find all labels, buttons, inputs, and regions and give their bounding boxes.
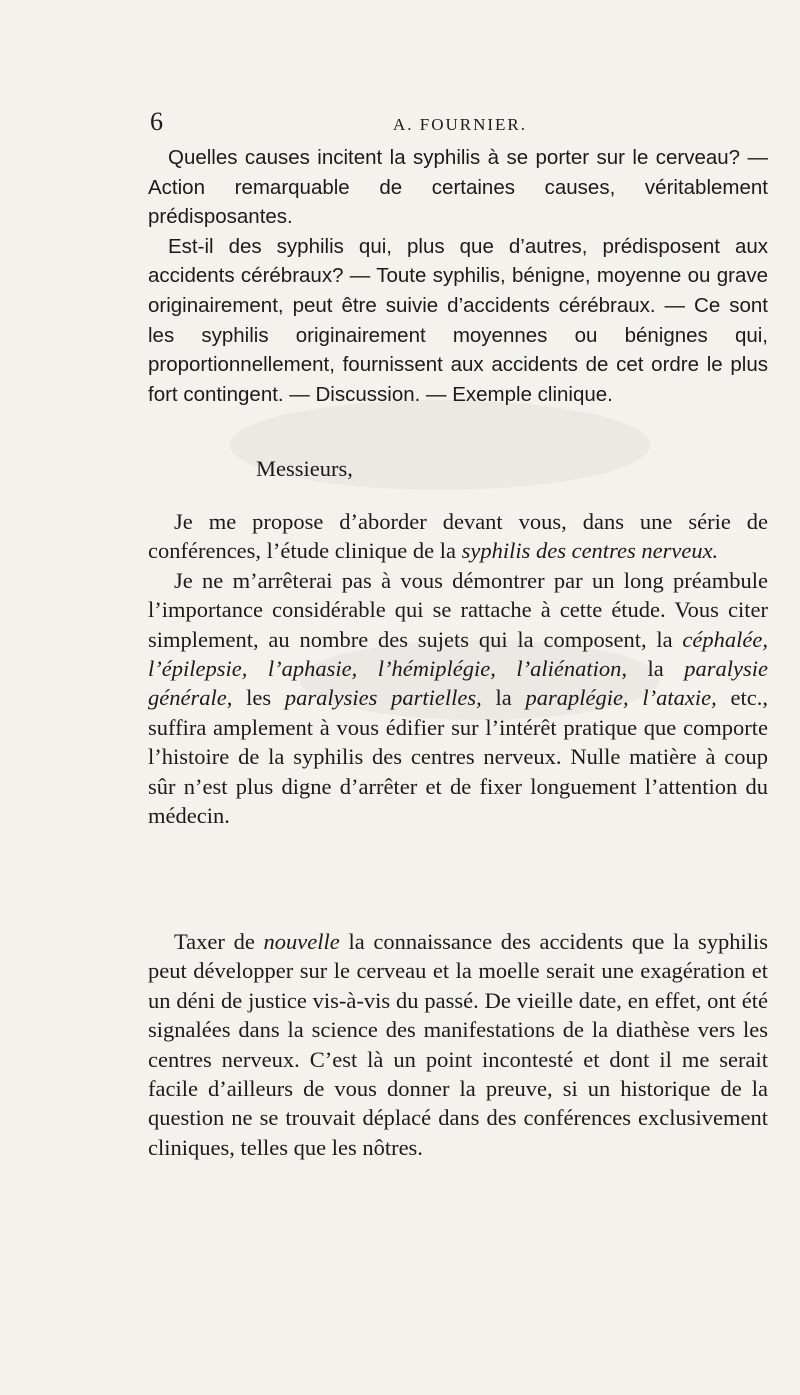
text-run: Taxer de: [174, 929, 264, 954]
emphasis: paralysies partielles,: [284, 685, 482, 711]
text-run: la: [481, 685, 526, 711]
page-header: [150, 108, 770, 136]
emphasis: l’hémiplégie,: [377, 656, 496, 682]
salutation: Messieurs,: [256, 456, 353, 481]
emphasis: nouvelle: [263, 929, 340, 954]
body-section-2: [148, 927, 768, 1162]
emphasis: l’épilepsie,: [148, 656, 248, 682]
body-section-1: [148, 507, 768, 830]
summary-paragraph: Quelles causes incitent la syphilis à se porter sur le cerveau? — Action remarquable de certaines causes, véritablement prédisposantes.: [148, 146, 768, 229]
emphasis: paraplégie,: [525, 685, 629, 711]
emphasis: l’aphasie,: [267, 656, 358, 682]
body-paragraph: [148, 566, 768, 831]
text-run: etc., suffira amplement à vous édifier sur l’intérêt pratique que comporte l’histoire de la syphilis des centres nerveux. Nulle matière à coup sûr n’est plus digne d’arrêter et de fixer longuement l’attention du médecin.: [148, 685, 768, 829]
page-number: 6: [150, 107, 163, 136]
text-run: la connaissance des accidents que la syphilis peut développer sur le cerveau et la moelle serait une exagération et un déni de justice vis-à-vis du passé. De vieille date, en effet, ont été signalées dans la science des manifestations de la diathèse vers les centres nerveux. C’est là un point incontesté et dont il me serait facile d’ailleurs de vous donner la preuve, si un historique de la question ne se trouvait déplacé dans des conférences exclusivement cliniques, telles que les nôtres.: [148, 929, 768, 1160]
text-run: les: [232, 685, 285, 711]
running-head: A. FOURNIER.: [392, 115, 528, 134]
emphasis: l’ataxie,: [642, 685, 717, 711]
text-run: Je me propose d’aborder devant vous, dans une série de conférences, l’étude clinique de la: [148, 509, 768, 564]
body-paragraph: [148, 507, 768, 566]
text-run: Je ne m’arrêterai pas à vous démontrer par un long préambule l’importance considérable qui se rattache à cette étude. Vous citer simplement, au nombre des sujets qui la composent, la: [148, 567, 768, 652]
summary-paragraph: Est-il des syphilis qui, plus que d’autres, prédisposent aux accidents cérébraux? — Toute syphilis, bénigne, moyenne ou grave originairement, peut être suivie d’accidents cérébraux. — Ce sont les syphilis originairement moyennes ou bénignes qui, proportionnellement, fournissent aux accidents de cet ordre le plus fort contingent. — Discussion. — Exemple clinique.: [148, 234, 768, 406]
emphasis: céphalée,: [682, 626, 768, 652]
chapter-summary: [148, 143, 768, 409]
body-paragraph: [148, 927, 768, 1162]
emphasis: l’aliénation,: [516, 656, 627, 682]
emphasis: syphilis des centres nerveux.: [461, 538, 719, 564]
text-run: la: [626, 656, 685, 682]
emphasis: paralysie générale,: [148, 656, 768, 711]
